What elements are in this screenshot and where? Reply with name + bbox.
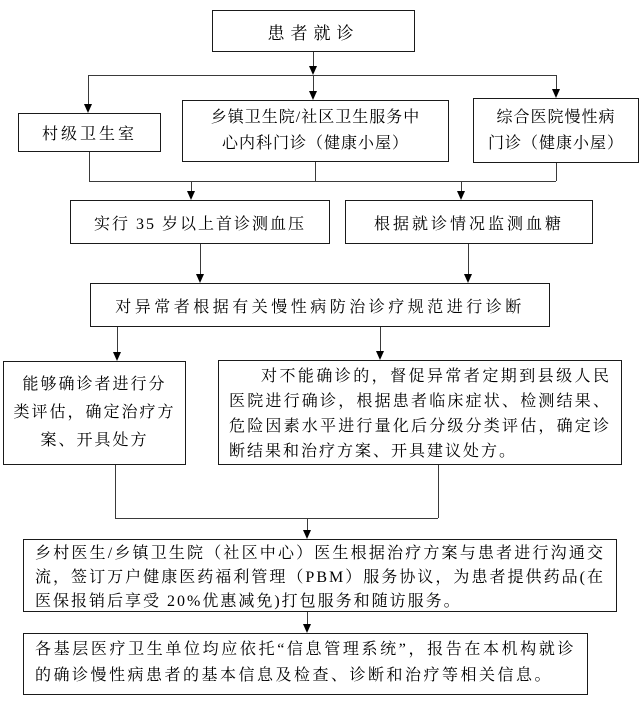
node-unconfirmed: 对不能确诊的，督促异常者定期到县级人民医院进行确诊，根据患者临床症状、检测结果、危险因素水平进行量化后分级分类评估，确定诊断结果和治疗方案、开具建议处方。: [218, 360, 622, 465]
connector-to-glucose: [461, 181, 462, 191]
node-line: 类评估，确定治疗方: [13, 404, 176, 421]
node-confirmed: [3, 361, 186, 465]
node-glucose-monitoring: 根据就诊情况监测血糖: [345, 200, 593, 244]
arrowhead-to-confirmed: [113, 352, 121, 361]
connector-to-pbm: [307, 518, 308, 530]
connector-township-down: [315, 162, 316, 181]
arrowhead-bp-to-diagnosis: [196, 274, 204, 283]
connector-to-village: [88, 75, 89, 104]
node-village-clinic: 村级卫生室: [18, 113, 161, 152]
connector-village-down: [89, 152, 90, 181]
arrowhead-to-bp: [187, 191, 195, 200]
arrowhead-glucose-to-diagnosis: [464, 274, 472, 283]
arrowhead-to-village: [84, 104, 92, 113]
node-info-report: 各基层医疗卫生单位均应依托“信息管理系统”，报告在本机构就诊的确诊慢性病患者的基本信息及检查、诊断和治疗等相关信息。: [23, 633, 588, 695]
node-township-center: [182, 100, 449, 162]
node-line: 能够确诊者进行分: [22, 376, 167, 393]
arrowhead-to-township: [309, 91, 317, 100]
connector-unconfirmed-down: [438, 465, 439, 518]
arrowhead-to-unconfirmed: [376, 351, 384, 360]
connector-to-township: [313, 75, 314, 91]
node-general-hospital: [473, 98, 639, 163]
connector-top-stem: [313, 52, 314, 67]
connector-to-hospital: [556, 75, 557, 89]
node-line: 综合医院慢性病: [496, 108, 616, 126]
connector-collector-line-2: [115, 518, 438, 519]
connector-bp-down: [200, 244, 201, 274]
arrowhead-to-distribution-line: [309, 66, 317, 75]
arrowhead-to-report: [303, 624, 311, 633]
connector-confirmed-down: [115, 465, 116, 518]
arrowhead-to-hospital: [552, 89, 560, 98]
connector-collector-line-1: [89, 181, 556, 182]
connector-to-bp: [191, 181, 192, 191]
arrowhead-to-pbm: [303, 530, 311, 539]
connector-pbm-down: [307, 612, 308, 624]
node-pbm-service: 乡村医生/乡镇卫生院（社区中心）医生根据治疗方案与患者进行沟通交流，签订万户健康医药福利管理（PBM）服务协议，为患者提供药品(在医保报销后享受 20%优惠减免)打包服务和随访服务。: [23, 539, 617, 612]
node-line: 门诊（健康小屋）: [487, 134, 624, 152]
node-bp-screening: 实行 35 岁以上首诊测血压: [70, 200, 330, 244]
node-diagnosis: 对异常者根据有关慢性病防治诊疗规范进行诊断: [90, 283, 550, 327]
node-patient-visit: 患者就诊: [212, 10, 415, 52]
node-line: 乡镇卫生院/社区卫生服务中: [210, 109, 421, 126]
connector-diagnosis-down-right: [380, 327, 381, 351]
connector-diagnosis-down-left: [117, 327, 118, 352]
connector-distribution-line: [88, 75, 556, 76]
node-line: 心内科门诊（健康小屋）: [221, 135, 409, 152]
node-line: 案、开具处方: [40, 432, 149, 449]
connector-hospital-down: [556, 163, 557, 181]
connector-glucose-down: [468, 244, 469, 274]
arrowhead-to-glucose: [457, 191, 465, 200]
